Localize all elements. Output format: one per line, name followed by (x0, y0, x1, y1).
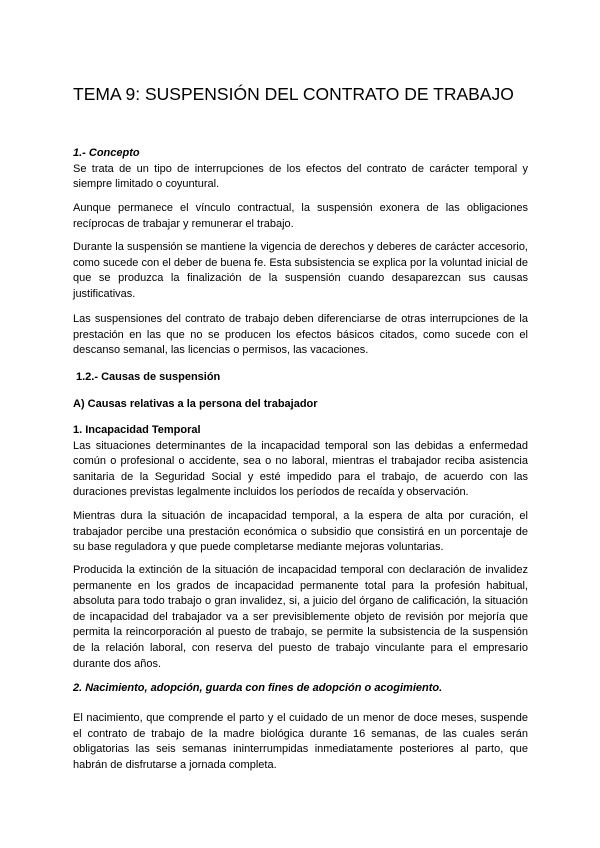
concepto-paragraph-3: Durante la suspensión se mantiene la vigencia de derechos y deberes de carácter accesorio, como sucede con el deber de buena fe. Esta subsistencia se explica por la voluntad inicial de que se produzca la finalización de la suspensión cuando desaparezcan sus causas justificativas. (73, 241, 528, 300)
incapacidad-temporal-heading: 1. Incapacidad Temporal (73, 424, 201, 436)
concepto-heading: 1.- Concepto (73, 147, 140, 159)
concepto-paragraph-1: Se trata de un tipo de interrupciones de los efectos del contrato de carácter temporal y siempre limitado o coyuntural. (73, 162, 528, 191)
nacimiento-heading: 2. Nacimiento, adopción, guarda con fines de adopción o acogimiento. (73, 682, 443, 694)
incapacidad-paragraph-1: Las situaciones determinantes de la incapacidad temporal son las debidas a enfermedad común o profesional o accidente, sea o no laboral, mientras el trabajador reciba asistencia sanitaria de la Seguridad Social y esté impedido para el trabajo, de acuerdo con las duraciones previstas legalmente incluidos los períodos de recaída y observación. (73, 439, 528, 499)
section-incapacidad-temporal (73, 423, 528, 501)
causas-suspension-heading: 1.2.- Causas de suspensión (76, 371, 221, 383)
concepto-paragraph-2: Aunque permanece el vínculo contractual, la suspensión exonera de las obligaciones recíprocas de trabajar y remunerar el trabajo. (73, 202, 528, 230)
section-concepto (73, 146, 528, 193)
incapacidad-paragraph-3: Producida la extinción de la situación de incapacidad temporal con declaración de invalidez permanente en los grados de incapacidad permanente total para la profesión habitual, absoluta para todo trabajo o gran invalidez, si, a juicio del órgano de calificación, la situación de incapacidad del trabajador va a ser previsiblemente objeto de revisión por mejoría que permita la reincorporación al puesto de trabajo, se permite la subsistencia de la suspensión de la relación laboral, con reserva del puesto de trabajo vinculante para el empresario durante dos años. (73, 564, 528, 670)
concepto-paragraph-4: Las suspensiones del contrato de trabajo deben diferenciarse de otras interrupciones de la prestación en las que no se producen los efectos básicos citados, como sucede con el descanso semanal, las licencias o permisos, las vacaciones. (73, 313, 528, 357)
nacimiento-paragraph-1: El nacimiento, que comprende el parto y el cuidado de un menor de doce meses, suspende el contrato de trabajo de la madre biológica durante 16 semanas, de las cuales serán obligatorias las seis semanas ininterrumpidas inmediatamente posteriores al parto, que habrán de disfrutarse a jornada completa. (73, 712, 528, 771)
document-title: TEMA 9: SUSPENSIÓN DEL CONTRATO DE TRABAJO (73, 84, 514, 104)
incapacidad-paragraph-2: Mientras dura la situación de incapacidad temporal, a la espera de alta por curación, el trabajador percibe una prestación económica o subsidio que consistirá en un porcentaje de su base reguladora y que puede completarse mediante mejoras voluntarias. (73, 510, 528, 554)
causas-trabajador-heading: A) Causas relativas a la persona del trabajador (73, 398, 318, 410)
